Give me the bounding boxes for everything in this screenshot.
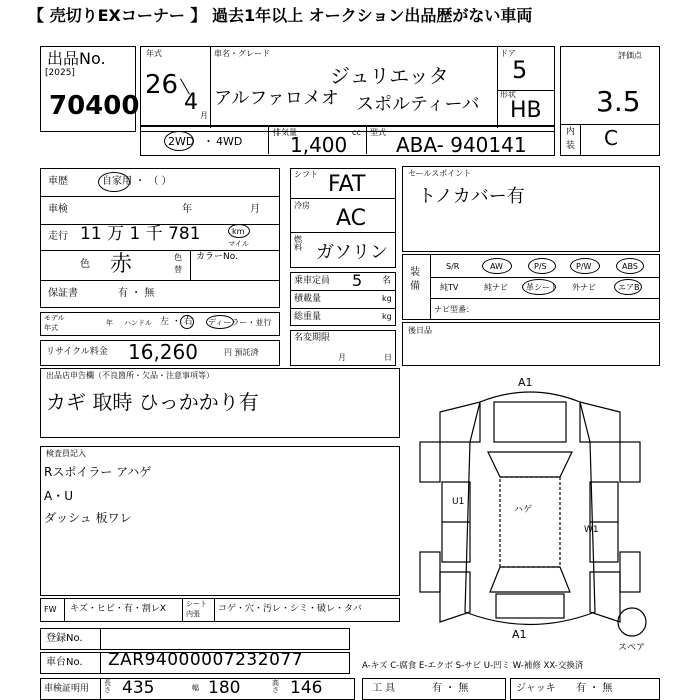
equip-airbag: エアB bbox=[618, 283, 640, 292]
drive-2wd: 2WD bbox=[168, 135, 195, 148]
fuel-label: 燃料 bbox=[294, 235, 302, 252]
load-unit: kg bbox=[382, 294, 392, 303]
navi-label: ナビ型番： bbox=[434, 305, 474, 314]
mileage-label: 走行 bbox=[48, 231, 68, 242]
first-reg-month: 月 bbox=[338, 353, 346, 362]
sales-point-value: トノカバー有 bbox=[418, 186, 525, 207]
front-left-wheel bbox=[420, 442, 440, 482]
equipment-label-2: 備 bbox=[410, 281, 420, 292]
score-value: 3.5 bbox=[596, 85, 641, 118]
diagram-right-mark: W1 bbox=[584, 525, 599, 535]
interior-label-2: 装 bbox=[566, 141, 576, 151]
year-value: 26 bbox=[145, 70, 179, 100]
model-value: ジュリエッタ bbox=[330, 64, 449, 88]
mileage-value: 11 万 1 千 781 bbox=[80, 224, 201, 244]
model-label-1: モデル bbox=[44, 314, 65, 322]
shape-value: HB bbox=[510, 98, 542, 123]
aircon-label: 冷房 bbox=[294, 201, 310, 210]
equip-ext-navi: 外ナビ bbox=[572, 283, 596, 292]
make-value: アルファロメオ bbox=[214, 88, 339, 109]
inspector-line-3: ダッシュ 板ワレ bbox=[44, 511, 132, 525]
fuel-value: ガソリン bbox=[316, 242, 388, 263]
color-change-2: 替 bbox=[174, 265, 182, 274]
lot-label: 出品No. bbox=[47, 49, 106, 68]
color-change-1: 色 bbox=[174, 253, 182, 262]
interior-label-1: 内 bbox=[566, 127, 576, 137]
drive-sep: ・ bbox=[203, 135, 214, 148]
hood bbox=[494, 402, 566, 442]
inspector-line-2: A・U bbox=[44, 489, 73, 503]
score-label: 評価点 bbox=[618, 51, 642, 60]
car-damage-diagram bbox=[400, 372, 660, 662]
recycle-unit: 円 預託済 bbox=[224, 348, 259, 357]
fw-value: キズ・ヒビ・有・割レX bbox=[70, 604, 166, 614]
registration-row bbox=[40, 628, 350, 650]
cert-label: 車検証明用 bbox=[44, 684, 90, 694]
width-label: 幅 bbox=[192, 684, 199, 692]
tools-value: 有 ・ 無 bbox=[432, 683, 469, 694]
equipment-label-1: 装 bbox=[410, 267, 420, 278]
length-value: 435 bbox=[122, 678, 155, 698]
sales-point-label: セールスポイント bbox=[408, 169, 472, 178]
model-year-unit: 年 bbox=[106, 319, 113, 327]
header-bar bbox=[0, 0, 700, 34]
diagram-bottom-label: A1 bbox=[512, 628, 527, 641]
aw-circle bbox=[482, 258, 512, 274]
rear-left-wheel bbox=[420, 552, 440, 592]
month-value: 4 bbox=[184, 90, 198, 115]
width-value: 180 bbox=[208, 678, 241, 698]
km-circle bbox=[228, 224, 250, 238]
displacement-label: 排気量 bbox=[273, 128, 297, 137]
height-label: 高さ bbox=[272, 679, 279, 694]
handle-value: 左 ・ 右 bbox=[160, 317, 193, 327]
registration-label: 登録No. bbox=[46, 633, 83, 644]
diagram-spare-label: スペア bbox=[618, 643, 646, 653]
warranty-label: 保証書 bbox=[48, 288, 78, 299]
year-badge: [2025] bbox=[45, 68, 75, 78]
capacity-label: 乗車定員 bbox=[294, 276, 331, 286]
jack-value: 有 ・ 無 bbox=[576, 683, 613, 694]
roof bbox=[500, 477, 560, 567]
chassis-value: ZAR94000007232077 bbox=[108, 650, 304, 670]
front-right-fender bbox=[580, 402, 620, 442]
ps-circle bbox=[528, 258, 556, 274]
doors-value: 5 bbox=[512, 56, 528, 84]
abs-circle bbox=[616, 258, 644, 274]
color-label: 色 bbox=[80, 259, 90, 270]
shape-label: 形状 bbox=[500, 90, 516, 99]
lot-box bbox=[40, 46, 140, 132]
spare-wheel bbox=[618, 608, 646, 636]
first-reg-label: 名変期限 bbox=[294, 333, 331, 343]
dealer-value: ディーラー・並行 bbox=[208, 318, 272, 327]
later-date-box bbox=[402, 322, 660, 366]
inspector-line-1: Rスポイラー アハゲ bbox=[44, 465, 152, 479]
notes-label: 出品店申告欄（不良箇所・欠品・注意事項等） bbox=[46, 371, 214, 380]
sales-point-box bbox=[402, 166, 660, 252]
seat-value: コゲ・穴・汚レ・シミ・破レ・タバ bbox=[218, 604, 362, 614]
rear-right-wheel bbox=[620, 552, 640, 592]
drive-4wd: 4WD bbox=[216, 135, 243, 148]
pw-circle bbox=[570, 258, 600, 274]
lot-number: 70400 bbox=[49, 91, 140, 121]
diagram-left-mark: U1 bbox=[452, 497, 465, 507]
rear-window bbox=[490, 567, 570, 592]
equip-ps: P/S bbox=[534, 262, 547, 271]
equip-navi: 純ナビ bbox=[484, 283, 508, 292]
inspection-year: 年 bbox=[182, 204, 192, 215]
inspector-label: 検査員記入 bbox=[46, 449, 86, 458]
mileage-unit-mile: マイル bbox=[228, 240, 249, 248]
length-label: 長さ bbox=[104, 679, 111, 694]
tools-label: 工 具 bbox=[372, 683, 396, 694]
inspection-month: 月 bbox=[250, 204, 260, 215]
right-hand-circle bbox=[180, 315, 194, 329]
displacement-value: 1,400 bbox=[290, 133, 348, 157]
mileage-unit-km: km bbox=[232, 227, 245, 236]
leather-circle bbox=[522, 279, 556, 295]
front-left-fender bbox=[440, 402, 480, 442]
recycle-label: リサイクル料金 bbox=[46, 347, 108, 357]
year-label: 年式 bbox=[146, 49, 162, 58]
diagram-center-mark: ハゲ bbox=[514, 505, 533, 515]
seat-label-2: 内張 bbox=[186, 610, 200, 618]
notes-value: カギ 取時 ひっかかり有 bbox=[46, 390, 259, 414]
doors-label: ドア bbox=[500, 49, 516, 58]
jack-label: ジャッキ bbox=[516, 683, 556, 694]
capacity-value: 5 bbox=[352, 271, 363, 290]
shift-label: シフト bbox=[294, 170, 318, 179]
first-reg-day: 日 bbox=[384, 353, 392, 362]
history-label: 車歴 bbox=[48, 176, 68, 187]
type-label: 型式 bbox=[370, 128, 386, 137]
warranty-value: 有 ・ 無 bbox=[118, 288, 155, 299]
type-value: ABA- 940141 bbox=[396, 133, 527, 157]
dealer-circle bbox=[206, 315, 234, 329]
interior-value: C bbox=[604, 126, 618, 150]
chassis-label: 車台No. bbox=[46, 657, 83, 668]
model-label-2: 年式 bbox=[44, 324, 58, 332]
capacity-unit: 名 bbox=[382, 276, 392, 286]
seat-label-1: シート bbox=[186, 600, 207, 608]
grade-value: スポルティーバ bbox=[356, 94, 480, 115]
fw-label: FW bbox=[44, 605, 57, 614]
equip-sr: S/R bbox=[446, 262, 460, 271]
month-unit: 月 bbox=[200, 111, 208, 120]
equip-abs: ABS bbox=[622, 262, 638, 271]
windshield bbox=[488, 452, 572, 477]
diagram-top-label: A1 bbox=[518, 376, 533, 389]
handle-label: ハンドル bbox=[124, 319, 152, 327]
front-right-wheel bbox=[620, 442, 640, 482]
height-value: 146 bbox=[290, 678, 323, 698]
load-label: 積載量 bbox=[294, 294, 322, 304]
drive-2wd-circle bbox=[164, 131, 194, 151]
inspection-label: 車検 bbox=[48, 204, 68, 215]
header-title: 【 売切りEXコーナー 】 過去1年以上 オークション出品歴がない車両 bbox=[28, 6, 533, 25]
aircon-value: AC bbox=[336, 206, 367, 231]
color-no-label: カラーNo. bbox=[196, 252, 238, 262]
equip-leather: 革シート bbox=[526, 283, 558, 292]
recycle-value: 16,260 bbox=[128, 340, 198, 364]
airbag-circle bbox=[614, 279, 642, 295]
cc-unit: cc bbox=[352, 128, 361, 137]
name-label: 車名・グレード bbox=[214, 49, 270, 58]
gross-label: 総重量 bbox=[294, 312, 322, 322]
shift-value: FAT bbox=[328, 172, 366, 197]
gross-unit: kg bbox=[382, 312, 392, 321]
history-value: 自家用 ・ （ ） bbox=[102, 176, 172, 187]
damage-legend: A-キズ C-腐食 E-エクボ S-サビ U-凹ミ W-補修 XX-交換済 bbox=[362, 661, 584, 671]
trunk bbox=[496, 594, 564, 618]
equip-tv: 純TV bbox=[440, 283, 459, 292]
color-value: 赤 bbox=[110, 252, 133, 277]
later-date-label: 後日品 bbox=[408, 326, 432, 335]
equip-pw: P/W bbox=[576, 262, 592, 271]
equip-aw: AW bbox=[490, 262, 503, 271]
private-use-circle bbox=[98, 172, 130, 192]
